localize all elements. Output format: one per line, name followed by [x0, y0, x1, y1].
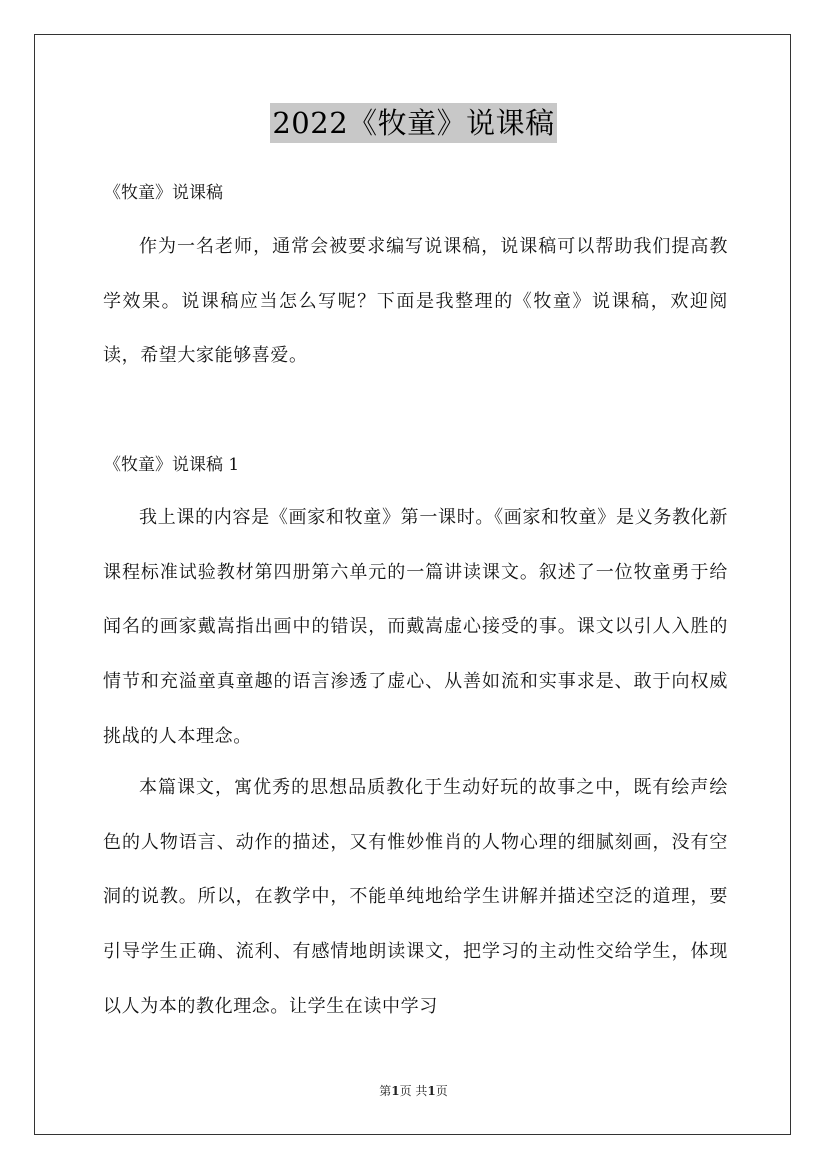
section1-paragraph-1: 我上课的内容是《画家和牧童》第一课时。《画家和牧童》是义务教化新课程标准试验教材第四册第六单元的一篇讲读课文。叙述了一位牧童勇于给闻名的画家戴嵩指出画中的错误，而戴嵩虚心接受的事。课文以引人入胜的情节和充溢童真童趣的语言渗透了虚心、从善如流和实事求是、敢于向权威挑战的人本理念。 — [103, 507, 728, 747]
intro-paragraph: 作为一名老师，通常会被要求编写说课稿，说课稿可以帮助我们提高教学效果。说课稿应当怎么写呢？下面是我整理的《牧童》说课稿，欢迎阅读，希望大家能够喜爱。 — [103, 236, 728, 367]
footer-total-pages: 1 — [427, 1084, 436, 1098]
title-container — [0, 103, 827, 143]
footer-middle: 页 共 — [399, 1084, 428, 1098]
footer-current-page: 1 — [391, 1084, 400, 1098]
section1-paragraph-2: 本篇课文，寓优秀的思想品质教化于生动好玩的故事之中，既有绘声绘色的人物语言、动作的描述，又有惟妙惟肖的人物心理的细腻刻画，没有空洞的说教。所以，在教学中，不能单纯地给学生讲解并描述空泛的道理，要引导学生正确、流利、有感情地朗读课文，把学习的主动性交给学生，体现以人为本的教化理念。让学生在读中学习 — [103, 777, 728, 1017]
intro-heading: 《牧童》说课稿 — [104, 183, 223, 203]
document-title: 2022《牧童》说课稿 — [270, 103, 556, 143]
footer-prefix: 第 — [379, 1084, 392, 1098]
page-footer — [0, 1083, 827, 1099]
footer-suffix: 页 — [435, 1084, 448, 1098]
section1-heading: 《牧童》说课稿 1 — [104, 455, 240, 475]
